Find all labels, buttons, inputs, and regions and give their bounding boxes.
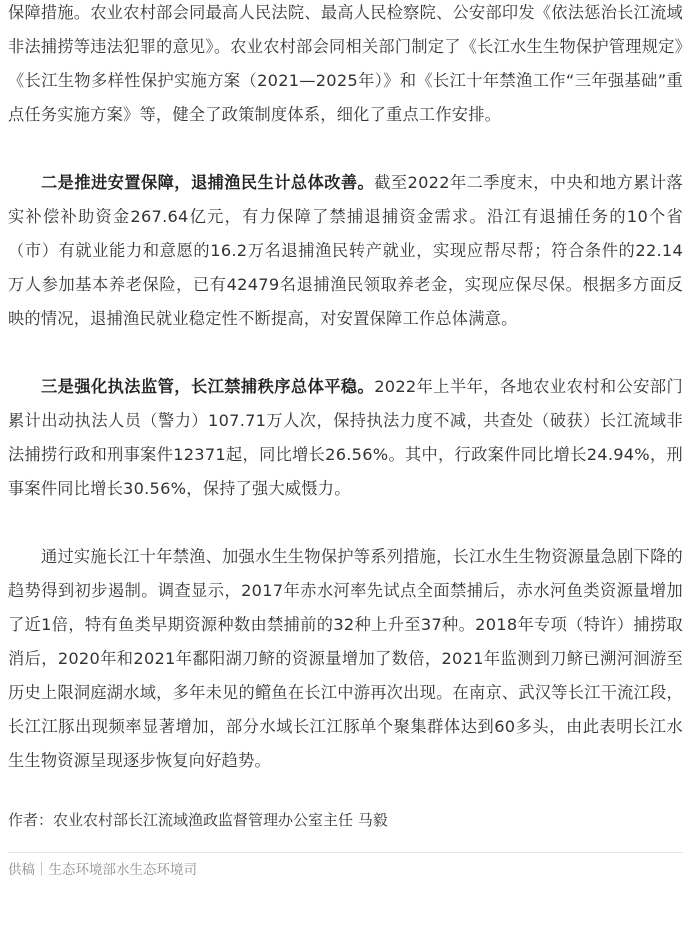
paragraph-resettlement [8, 166, 683, 336]
paragraph-policy-measures [8, 0, 683, 132]
paragraph-text: 2022年上半年，各地农业农村和公安部门累计出动执法人员（警力）107.71万人次，保持执法力度不减，共查处（破获）长江流域非法捕捞行政和刑事案件12371起，同比增长26.56%。其中，行政案件同比增长24.94%，刑事案件同比增长30.56%，保持了强大威慑力。 [8, 377, 683, 498]
paragraph-text: 通过实施长江十年禁渔、加强水生生物保护等系列措施，长江水生生物资源量急剧下降的趋势得到初步遏制。调查显示，2017年赤水河率先试点全面禁捕后，赤水河鱼类资源量增加了近1倍，特有鱼类早期资源种数由禁捕前的32种上升至37种。2018年专项（特许）捕捞取消后，2020年和2021年鄱阳湖刀鲚的资源量增加了数倍，2021年监测到刀鲚已溯河洄游至历史上限洞庭湖水域，多年未见的鳤鱼在长江中游再次出现。在南京、武汉等长江干流江段，长江江豚出现频率显著增加，部分水域长江江豚单个聚集群体达到60多头，由此表明长江水生生物资源呈现逐步恢复向好趋势。 [8, 547, 683, 770]
paragraph-text: 截至2022年二季度末，中央和地方累计落实补偿补助资金267.64亿元，有力保障了禁捕退捕资金需求。沿江有退捕任务的10个省（市）有就业能力和意愿的16.2万名退捕渔民转产就业，实现应帮尽帮；符合条件的22.14万人参加基本养老保险，已有42479名退捕渔民领取养老金，实现应保尽保。根据多方面反映的情况，退捕渔民就业稳定性不断提高，对安置保障工作总体满意。 [8, 173, 683, 328]
paragraph-lead-heading: 二是推进安置保障，退捕渔民生计总体改善。 [41, 173, 375, 192]
paragraph-enforcement [8, 370, 683, 506]
footer-divider [8, 852, 683, 853]
author-line: 作者：农业农村部长江流域渔政监督管理办公室主任 马毅 [8, 811, 388, 829]
source-credit: 供稿｜生态环境部水生态环境司 [8, 862, 197, 878]
paragraph-lead-heading: 三是强化执法监管，长江禁捕秩序总体平稳。 [41, 377, 375, 396]
paragraph-resource-recovery [8, 540, 683, 778]
paragraph-text: 保障措施。农业农村部会同最高人民法院、最高人民检察院、公安部印发《依法惩治长江流域非法捕捞等违法犯罪的意见》。农业农村部会同相关部门制定了《长江水生生物保护管理规定》《长江生物多样性保护实施方案（2021—2025年）》和《长江十年禁渔工作“三年强基础”重点任务实施方案》等，健全了政策制度体系，细化了重点工作安排。 [8, 3, 683, 124]
